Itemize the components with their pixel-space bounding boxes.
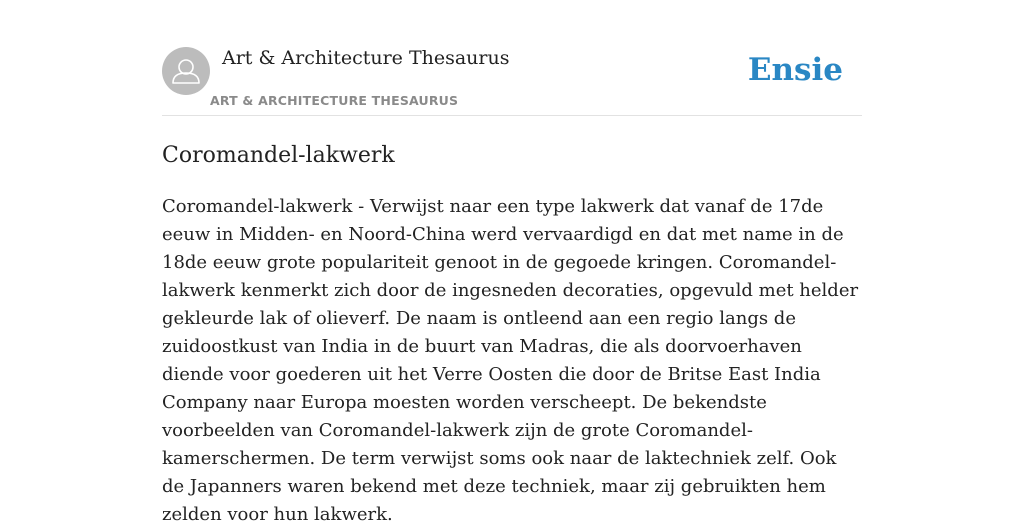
user-avatar-icon[interactable] [162,47,210,95]
article-body: Coromandel-lakwerk - Verwijst naar een type lakwerk dat vanaf de 17de eeuw in Midden- en Noord-China werd vervaardigd en dat met name in de 18de eeuw grote populariteit genoot in de gegoede kringen. Coromandel-lakwerk kenmerkt zich door de ingesneden decoraties, opgevuld met helder gekleurde lak of olieverf. De naam is ontleend aan een regio langs de zuidoostkust van India in de buurt van Madras, die als doorvoerhaven diende voor goederen uit het Verre Oosten die door de Britse East India Company naar Europa moesten worden verscheept. De bekendste voorbeelden van Coromandel-lakwerk zijn de grote Coromandel-kamerschermen. De term verwijst soms ook naar de laktechniek zelf. Ook de Japanners waren bekend met deze techniek, maar zij gebruikten hem zelden voor hun lakwerk. [162,196,859,525]
author-name[interactable]: Art & Architecture Thesaurus [222,47,510,69]
card-header [162,46,862,116]
article-title: Coromandel-lakwerk [162,143,395,168]
author-subtitle: ART & ARCHITECTURE THESAURUS [210,93,459,108]
definition-card [162,46,862,529]
brand-logo[interactable]: Ensie [747,52,843,88]
